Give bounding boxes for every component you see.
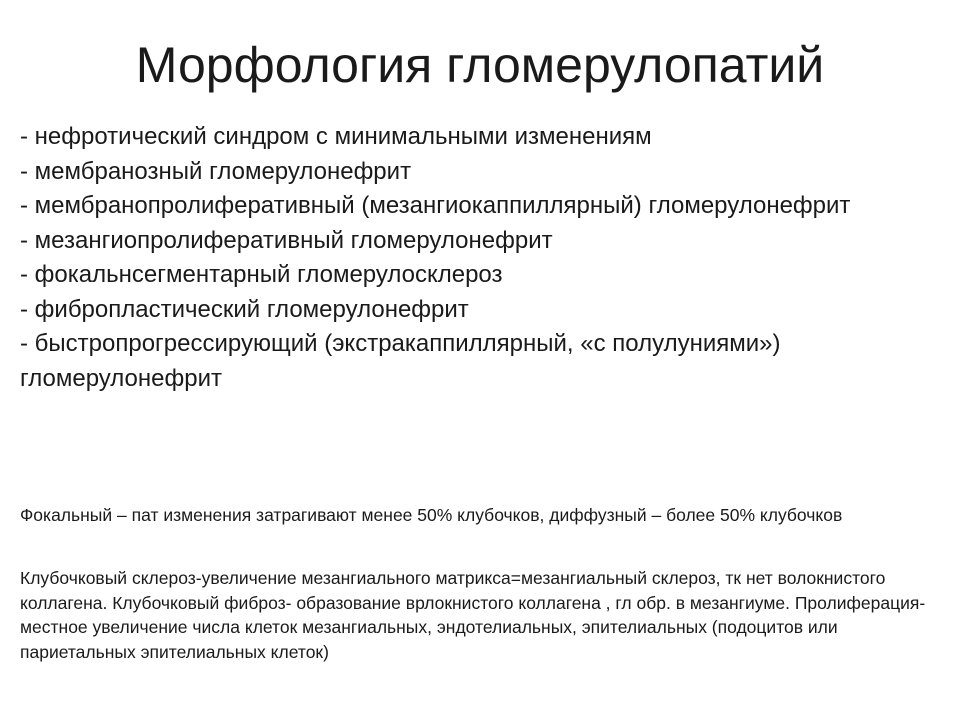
list-item: - нефротический синдром с минимальными изменениям (20, 123, 652, 150)
list-item: - мезангиопролиферативный гломерулонефрит (20, 226, 553, 254)
note-sclerosis-fibrosis: Клубочковый склероз-увеличение мезангиального матрикса=мезангиальный склероз, тк нет волокнистого коллагена. Клубочковый фиброз- образование врлокнистого коллагена , гл обр. в мезангиуме. Пролиферация- местное увеличение числа клеток мезангиальных, эндотелиальных, эпителиальных (подоцитов или париетальных эпителиальных клеток) (20, 568, 926, 662)
list-item: - фибропластический гломерулонефрит (20, 295, 469, 323)
list-item: - фокальнсегментарный гломерулосклероз (20, 261, 503, 288)
slide-title: Морфология гломерулопатий (135, 37, 825, 93)
glomerulopathy-list (20, 120, 920, 396)
list-item: - мембранозный гломерулонефрит (20, 157, 412, 185)
list-item: - мембранопролиферативный (мезангиокаппиллярный) гломерулонефрит (20, 192, 851, 219)
list-item: - быстропрогрессирующий (экстракаппиллярный, «с полулуниями») гломерулонефрит (20, 330, 781, 392)
note-focal-diffuse: Фокальный – пат изменения затрагивают менее 50% клубочков, диффузный – более 50% клубочков (20, 505, 843, 525)
